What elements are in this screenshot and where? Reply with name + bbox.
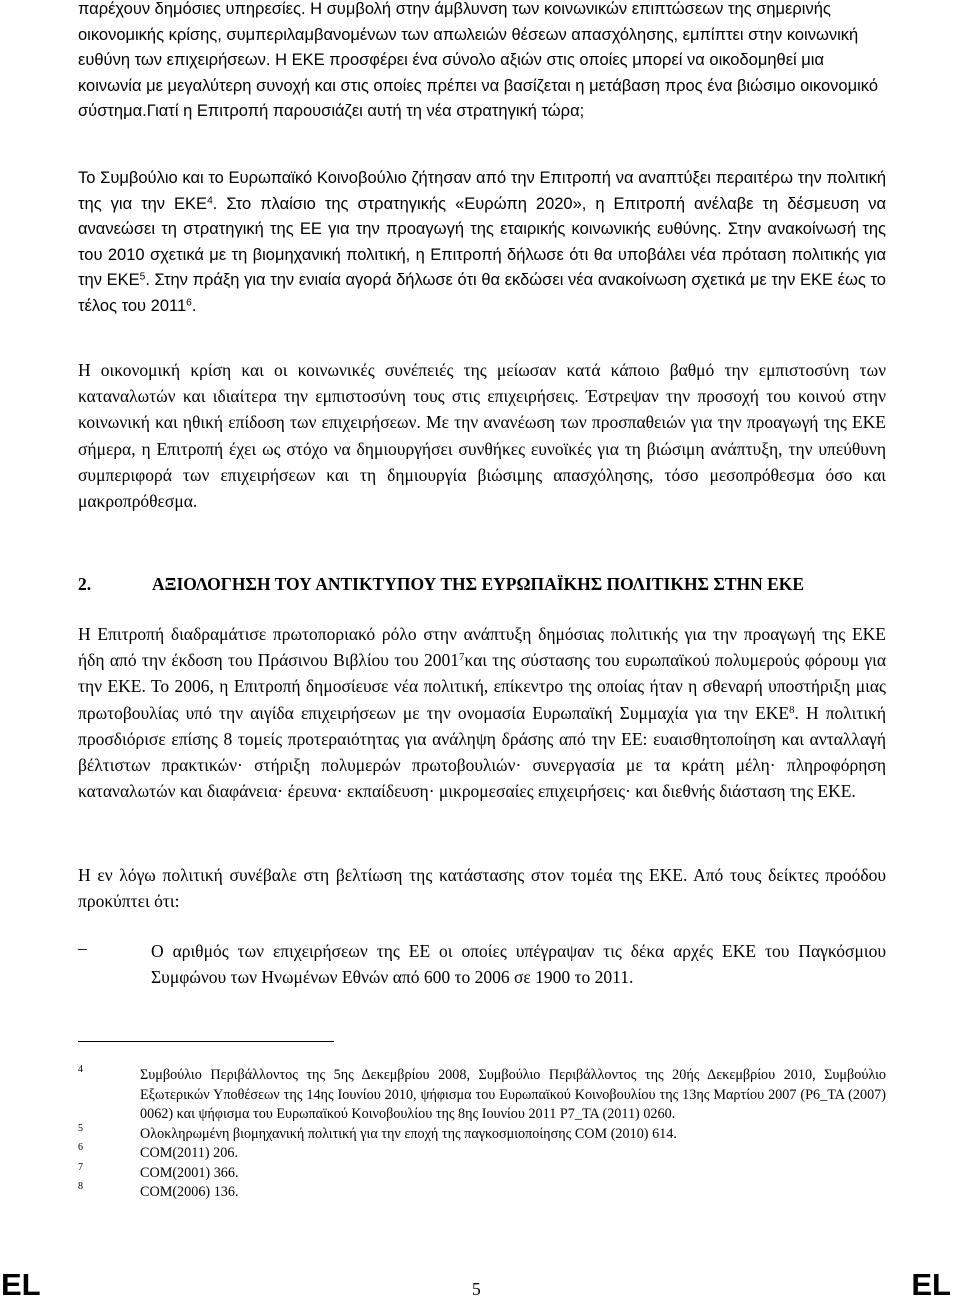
page-number: 5	[472, 1279, 481, 1299]
footnote	[78, 1122, 886, 1145]
footnote	[78, 1144, 886, 1164]
footnote-text: COM(2006) 136.	[140, 1184, 239, 1200]
footnote-ref[interactable]: 5	[139, 271, 146, 283]
paragraph-text: και της σύστασης του ευρωπαϊκού πολυμερούς φόρουμ για την ΕΚΕ. Το 2006, η Επιτροπή δημοσίευσε νέα πολιτική, επίκεντρο της οποίας ήταν η σθεναρή υποστήριξη μιας πρωτοβουλίας υπό την αιγίδα επιχειρήσεων με την ονομασία Ευρωπαϊκή Συμμαχία για την ΕΚΕ	[78, 650, 886, 723]
footnote	[78, 1066, 886, 1125]
paragraph-text: Η Επιτροπή διαδραμάτισε πρωτοποριακό ρόλο στην ανάπτυξη δημόσιας πολιτικής για την προαγωγή της ΕΚΕ ήδη από την έκδοση του Πράσινου Βιβλίου του 2001	[78, 624, 886, 671]
dash-bullet: –	[78, 938, 87, 958]
paragraph-intro	[78, 0, 886, 125]
section-heading	[78, 574, 886, 595]
paragraph-council-request	[78, 166, 886, 319]
footnote	[78, 1161, 886, 1184]
footnote-ref[interactable]: 6	[186, 296, 192, 308]
paragraph-commission-role	[78, 621, 886, 804]
paragraph-text: Το Συμβούλιο και το Ευρωπαϊκό Κοινοβούλιο ζήτησαν από την Επιτροπή να αναπτύξει περαιτέρω την πολιτική της για την ΕΚΕ	[78, 169, 886, 213]
list-item	[78, 938, 886, 990]
paragraph-text: . Στην πράξη για την ενιαία αγορά δήλωσε ότι θα εκδώσει νέα ανακοίνωση σχετικά με την ΕΚΕ έως το τέλος του 2011	[78, 271, 886, 315]
section-title: ΑΞΙΟΛΟΓΗΣΗ ΤΟΥ ΑΝΤΙΚΤΥΠΟΥ ΤΗΣ ΕΥΡΩΠΑΪΚΗΣ ΠΟΛΙΤΙΚΗΣ ΣΤΗΝ ΕΚΕ	[152, 574, 805, 594]
footnote-ref[interactable]: 8	[789, 703, 795, 716]
language-code-right: EL	[911, 1267, 951, 1302]
paragraph-economic-crisis: Η οικονομική κρίση και οι κοινωνικές συνέπειές της μείωσαν κατά κάποιο βαθμό την εμπιστοσύνη των καταναλωτών και ιδιαίτερα την εμπιστοσύνη τους στις επιχειρήσεις. Έστρεψαν την προσοχή του κοινού στην κοινωνική και ηθική επίδοση των επιχειρήσεων. Με την ανανέωση των προσπαθειών για την προαγωγή της ΕΚΕ σήμερα, η Επιτροπή έχει ως στόχο να δημιουργήσει συνθήκες ευνοϊκές για τη βιώσιμη ανάπτυξη, την υπεύθυνη συμπεριφορά των επιχειρήσεων και τη δημιουργία βιώσιμης απασχόλησης, τόσο μεσοπρόθεσμα όσο και μακροπρόθεσμα.	[78, 360, 886, 512]
paragraph-intro-question: Γιατί η Επιτροπή παρουσιάζει αυτή τη νέα στρατηγική τώρα;	[146, 102, 585, 120]
footnote-separator	[78, 1041, 334, 1042]
list-item-text: Ο αριθμός των επιχειρήσεων της ΕΕ οι οποίες υπέγραψαν τις δέκα αρχές ΕΚΕ του Παγκόσμιου Συμφώνου των Ηνωμένων Εθνών από 600 το 2006 σε 1900 το 2011.	[151, 941, 886, 988]
footnote-number: 5	[78, 1122, 83, 1134]
footnote-number: 7	[78, 1161, 83, 1173]
paragraph-progress: Η εν λόγω πολιτική συνέβαλε στη βελτίωση της κατάστασης στον τομέα της ΕΚΕ. Από τους δείκτες προόδου προκύπτει ότι:	[78, 865, 886, 912]
footnote	[78, 1183, 886, 1203]
language-code-left: EL	[1, 1267, 41, 1302]
paragraph-text: . Στο πλαίσιο της στρατηγικής «Ευρώπη 2020», η Επιτροπή ανέλαβε τη δέσμευση να ανανεώσει τη στρατηγική της ΕΕ για την προαγωγή της εταιρικής κοινωνικής ευθύνης. Στην ανακοίνωσή της του 2010 σχετικά με τη βιομηχανική πολιτική, η Επιτροπή δήλωσε ότι θα υποβάλει νέα πρόταση πολιτικής για την ΕΚΕ	[78, 194, 886, 289]
footnote-number: 4	[78, 1064, 83, 1075]
paragraph-text: . Η πολιτική προσδιόρισε επίσης 8 τομείς προτεραιότητας για ανάληψη δράσης από την ΕΕ: ευαισθητοποίηση και ανταλλαγή βέλτιστων πρακτικών· στήριξη πολυμερών πρωτοβουλιών· συνεργασία με τα κράτη μέλη· πληροφόρηση καταναλωτών και διαφάνεια· έρευνα· εκπαίδευση· μικρομεσαίες επιχειρήσεις· και διεθνής διάσταση της ΕΚΕ.	[78, 702, 886, 802]
footnote-number: 8	[78, 1181, 83, 1192]
footnote-ref[interactable]: 7	[459, 651, 465, 664]
footnotes	[78, 1066, 886, 1203]
footnote-text: COM(2011) 206.	[140, 1145, 238, 1161]
footnote-text: Ολοκληρωμένη βιομηχανική πολιτική για την εποχή της παγκοσμιοποίησης COM (2010) 614.	[140, 1125, 677, 1142]
section-number: 2.	[78, 574, 92, 594]
paragraph-intro-text: παρέχουν δημόσιες υπηρεσίες. Η συμβολή στην άμβλυνση των κοινωνικών επιπτώσεων της σημερινής οικονομικής κρίσης, συμπεριλαμβανομένων των απωλειών θέσεων απασχόλησης, εμπίπτει στην κοινωνική ευθύνη των επιχειρήσεων. Η ΕΚΕ προσφέρει ένα σύνολο αξιών στις οποίες μπορεί να οικοδομηθεί μια κοινωνία με μεγαλύτερη συνοχή και στις οποίες πρέπει να βασίζεται η μετάβαση προς ένα βιώσιμο οικονομικό σύστημα.	[78, 0, 878, 120]
footnote-text: Συμβούλιο Περιβάλλοντος της 5ης Δεκεμβρίου 2008, Συμβούλιο Περιβάλλοντος της 20ής Δεκεμβρίου 2010, Συμβούλιο Εξωτερικών Υποθέσεων της 14ης Ιουνίου 2010, ψήφισμα του Ευρωπαϊκού Κοινοβουλίου της 13ης Μαρτίου 2007 (P6_TA (2007) 0062) και ψήφισμα του Ευρωπαϊκού Κοινοβουλίου της 8ης Ιουνίου 2011 P7_TA (2011) 0260.	[140, 1067, 886, 1122]
footnote-text: COM(2001) 366.	[140, 1164, 239, 1181]
paragraph-text: .	[191, 296, 197, 315]
footnote-number: 6	[78, 1142, 83, 1153]
footnote-ref[interactable]: 4	[207, 194, 213, 206]
